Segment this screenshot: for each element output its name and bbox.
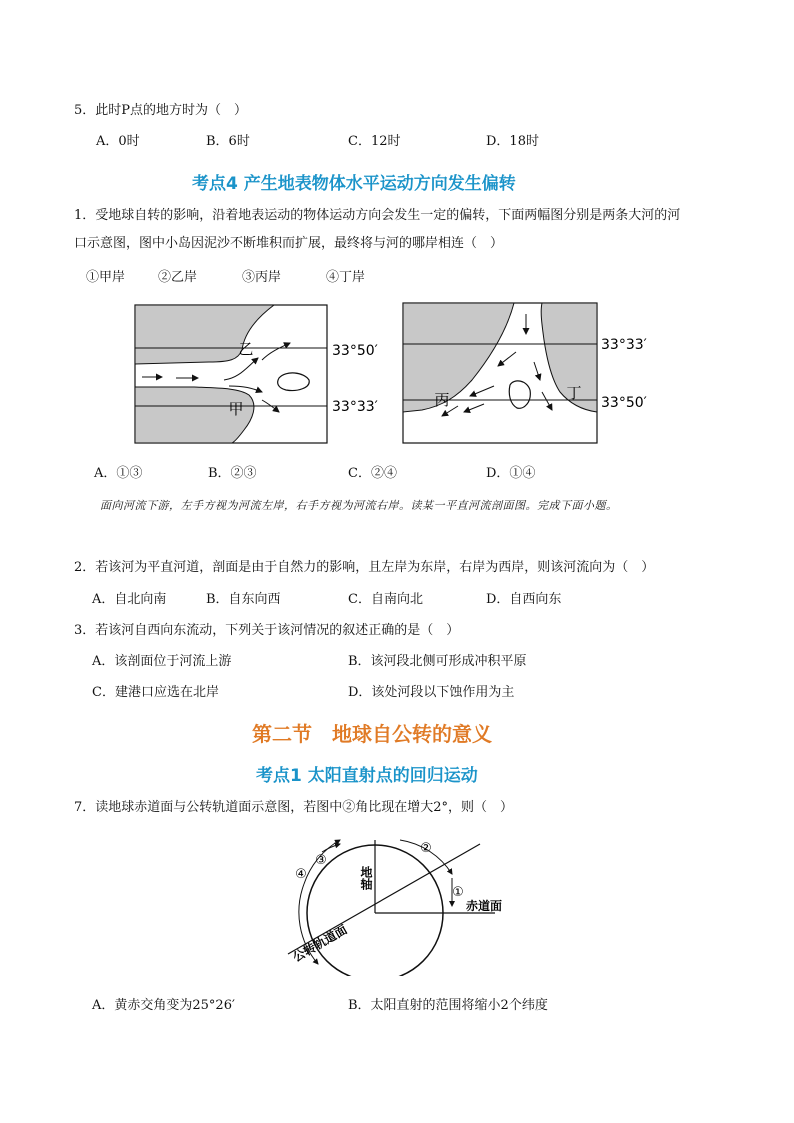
q7-option-a: A．黄赤交角变为25°26′ xyxy=(92,998,235,1013)
map-right-lat-bottom: 33°50′ xyxy=(601,395,647,411)
q3-option-a: A．该剖面位于河流上游 xyxy=(92,654,232,669)
q3-stem: 3．若该河自西向东流动，下列关于该河情况的叙述正确的是（ ） xyxy=(74,623,460,638)
map-left-label-jia: 甲 xyxy=(228,400,244,418)
map-right-label-ding: 丁 xyxy=(566,384,582,402)
heading-kaodian-1: 考点1 太阳直射点的回归运动 xyxy=(256,766,478,786)
river-mouth-map-right xyxy=(402,300,664,446)
angle-label-3: ③ xyxy=(315,853,327,868)
q7-option-b: B．太阳直射的范围将缩小2个纬度 xyxy=(348,998,548,1013)
q5-option-c: C．12时 xyxy=(348,134,401,149)
q2-option-a: A．自北向南 xyxy=(92,592,167,607)
angle-label-2: ② xyxy=(420,841,432,856)
q3-option-b: B．该河段北侧可形成冲积平原 xyxy=(348,654,527,669)
axis-label: 地轴 xyxy=(359,866,373,890)
q2-option-d: D．自西向东 xyxy=(486,592,562,607)
q1-choice-4: ④丁岸 xyxy=(326,270,366,285)
equator-orbit-diagram xyxy=(280,826,530,976)
map-left-lat-top: 33°50′ xyxy=(332,343,378,359)
q7-stem: 7．读地球赤道面与公转轨道面示意图，若图中②角比现在增大2°，则（ ） xyxy=(74,800,514,815)
q5-option-a: A．0时 xyxy=(96,134,140,149)
q5-option-d: D．18时 xyxy=(486,134,539,149)
map-right-lat-top: 33°33′ xyxy=(601,337,647,353)
orbit-plane-label: 公转轨道面 xyxy=(290,922,350,965)
q2-option-b: B．自东向西 xyxy=(206,592,281,607)
section-title: 第二节 地球自公转的意义 xyxy=(252,722,492,746)
q3-option-d: D．该处河段以下蚀作用为主 xyxy=(348,685,515,700)
angle-label-4: ④ xyxy=(295,867,307,882)
map-right-label-bing: 丙 xyxy=(434,391,450,409)
map-left-label-yi: 乙 xyxy=(238,340,254,358)
q3-option-c: C．建港口应选在北岸 xyxy=(92,685,219,700)
q1-stem-line1: 1．受地球自转的影响，沿着地表运动的物体运动方向会发生一定的偏转，下面两幅图分别是两条大河的河 xyxy=(74,208,681,223)
q5-option-b: B．6时 xyxy=(206,134,250,149)
q1-choice-3: ③丙岸 xyxy=(242,270,282,285)
reading-note: 面向河流下游，左手方视为河流左岸，右手方视为河流右岸。读某一平直河流剖面图。完成下面小题。 xyxy=(100,499,618,512)
q1-stem-line2: 口示意图，图中小岛因泥沙不断堆积而扩展，最终将与河的哪岸相连（ ） xyxy=(74,236,504,251)
q1-option-a: A．①③ xyxy=(94,466,143,481)
equator-plane-label: 赤道面 xyxy=(466,899,503,913)
map-left-lat-bottom: 33°33′ xyxy=(332,399,378,415)
heading-kaodian-4: 考点4 产生地表物体水平运动方向发生偏转 xyxy=(192,174,516,194)
q1-option-d: D．①④ xyxy=(486,466,536,481)
q1-option-c: C．②④ xyxy=(348,466,397,481)
q1-option-b: B．②③ xyxy=(208,466,257,481)
q2-option-c: C．自南向北 xyxy=(348,592,423,607)
q5-stem: 5．此时P点的地方时为（ ） xyxy=(74,103,248,118)
q2-stem: 2．若该河为平直河道，剖面是由于自然力的影响，且左岸为东岸，右岸为西岸，则该河流向为（ ） xyxy=(74,560,655,575)
q1-choice-1: ①甲岸 xyxy=(86,270,126,285)
river-mouth-map-left xyxy=(134,300,396,446)
q1-choice-2: ②乙岸 xyxy=(158,270,198,285)
angle-label-1: ① xyxy=(452,885,464,900)
